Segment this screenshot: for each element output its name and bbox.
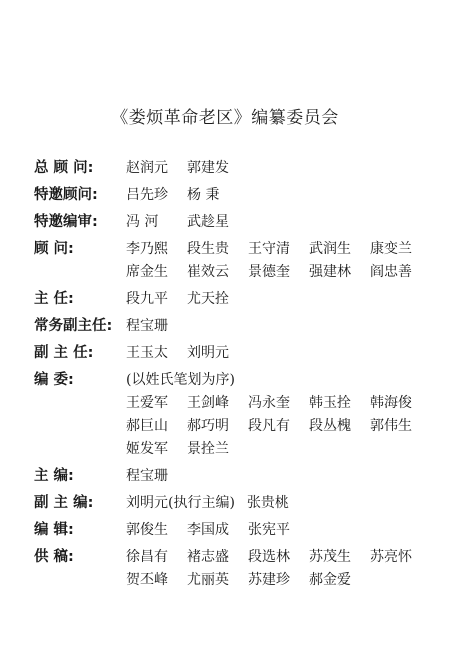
member-name: 阎忠善: [370, 264, 412, 280]
roster-row: [34, 465, 434, 488]
member-name: 郝巨山: [126, 418, 168, 434]
role-label: 主 任:: [34, 291, 74, 307]
role-label: 副 主 编:: [34, 495, 94, 511]
member-name: 段丛槐: [309, 418, 351, 434]
member-name: 郭建发: [187, 160, 229, 176]
member-name: 郭俊生: [126, 522, 168, 538]
member-name: 段九平: [126, 291, 168, 307]
member-name: 段凡有: [248, 418, 290, 434]
member-name: 杨 秉: [187, 187, 220, 203]
roster-row: [34, 519, 434, 542]
member-name: 韩海俊: [370, 395, 412, 411]
roster-row: [34, 157, 434, 180]
role-label: 特邀顾问:: [34, 187, 98, 203]
member-name: 席金生: [126, 264, 168, 280]
role-label: 特邀编审:: [34, 214, 98, 230]
member-name: 段生贵: [187, 241, 229, 257]
member-names: [126, 184, 434, 207]
member-name: 郝金爱: [309, 572, 351, 588]
member-names: [126, 546, 434, 592]
member-name: 吕先珍: [126, 187, 168, 203]
role-label: 副 主 任:: [34, 345, 94, 361]
committee-roster: [34, 157, 434, 596]
page-title: 《娄烦革命老区》编纂委员会: [111, 108, 339, 128]
role-label: 常务副主任:: [34, 318, 113, 334]
role-label: 主 编:: [34, 468, 74, 484]
member-name: 褚志盛: [187, 549, 229, 565]
member-name: 王守清: [248, 241, 290, 257]
member-name: 李乃熙: [126, 241, 168, 257]
member-names: [126, 369, 434, 461]
member-name: 徐昌有: [126, 549, 168, 565]
member-name: 尤丽英: [187, 572, 229, 588]
member-name: 郭伟生: [370, 418, 412, 434]
member-name: 景拴兰: [187, 441, 229, 457]
member-name: 程宝珊: [126, 468, 168, 484]
member-name: 刘明元: [187, 345, 229, 361]
role-label: 编 委:: [34, 372, 74, 388]
member-names: [126, 315, 434, 338]
member-name: 赵润元: [126, 160, 168, 176]
role-label: 总 顾 问:: [34, 160, 94, 176]
member-name: 韩玉拴: [309, 395, 351, 411]
roster-row: [34, 369, 434, 461]
member-name: 武趁星: [187, 214, 229, 230]
roster-row: [34, 315, 434, 338]
roster-row: [34, 184, 434, 207]
member-name: 王玉太: [126, 345, 168, 361]
roster-row: [34, 211, 434, 234]
member-name: 景德奎: [248, 264, 290, 280]
member-names: [126, 342, 434, 365]
member-name: 冯 河: [126, 214, 159, 230]
role-label: 顾 问:: [34, 241, 74, 257]
member-name: 张贵桃: [246, 495, 289, 511]
member-name: 尤天拴: [187, 291, 229, 307]
roster-row: [34, 546, 434, 592]
role-label: 编 辑:: [34, 522, 74, 538]
member-name: 刘明元(执行主编): [126, 495, 235, 511]
member-name: 李国成: [187, 522, 229, 538]
roster-row: [34, 342, 434, 365]
member-names: [126, 288, 434, 311]
member-names: [126, 492, 434, 515]
member-name: 段选林: [248, 549, 290, 565]
member-name: 郝巧明: [187, 418, 229, 434]
member-name: 冯永奎: [248, 395, 290, 411]
roster-row: [34, 238, 434, 284]
member-names: [126, 211, 434, 234]
member-name: 王爱军: [126, 395, 168, 411]
member-names: [126, 519, 434, 542]
member-name: 苏建珍: [248, 572, 290, 588]
roster-row: [34, 288, 434, 311]
member-name: 张宪平: [248, 522, 290, 538]
ordering-note: (以姓氏笔划为序): [126, 372, 235, 388]
member-name: 贺丕峰: [126, 572, 168, 588]
member-name: 王剑峰: [187, 395, 229, 411]
member-name: 强建林: [309, 264, 351, 280]
member-names: [126, 157, 434, 180]
member-names: [126, 238, 434, 284]
member-name: 苏亮怀: [370, 549, 412, 565]
member-name: 崔效云: [187, 264, 229, 280]
member-name: 姬发军: [126, 441, 168, 457]
roster-row: [34, 492, 434, 515]
member-name: 康变兰: [370, 241, 412, 257]
member-name: 程宝珊: [126, 318, 168, 334]
role-label: 供 稿:: [34, 549, 74, 565]
member-name: 苏茂生: [309, 549, 351, 565]
member-name: 武润生: [309, 241, 351, 257]
member-names: [126, 465, 434, 488]
